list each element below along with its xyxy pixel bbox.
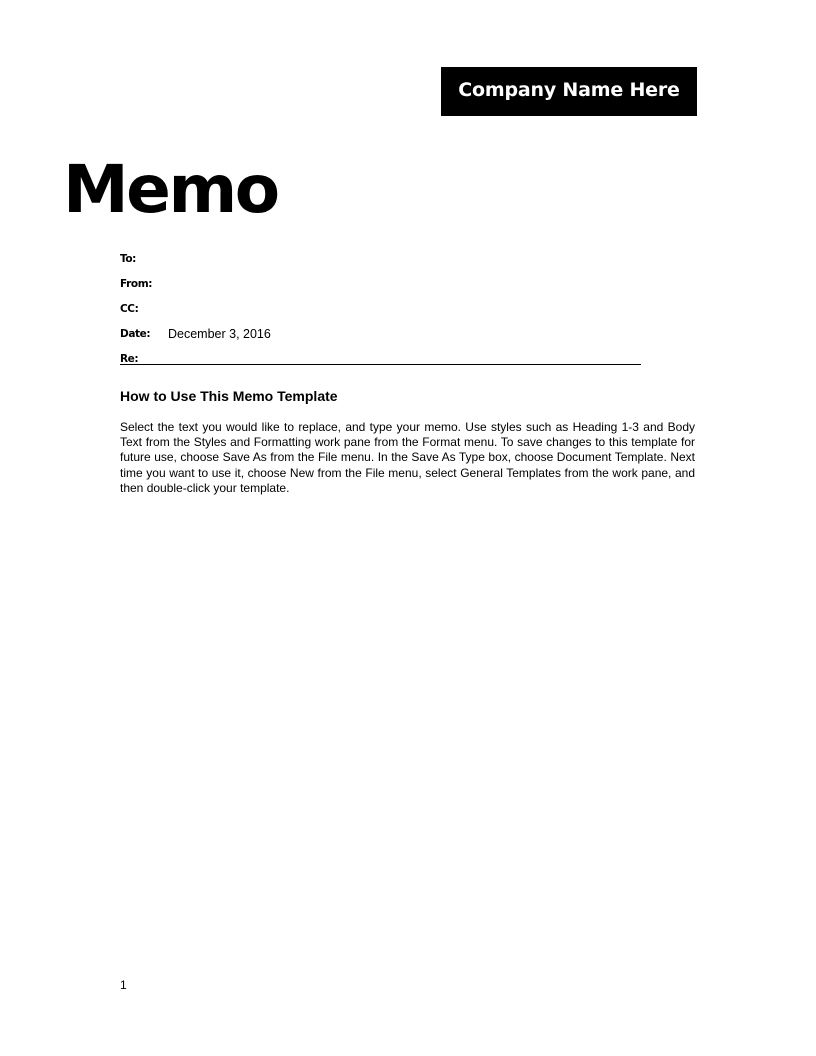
re-label: Re:: [120, 352, 139, 365]
to-row: [120, 246, 641, 271]
cc-row: [120, 296, 641, 321]
re-row: [120, 346, 641, 371]
cc-label: CC:: [120, 302, 139, 315]
date-label: Date:: [120, 327, 151, 340]
section-heading: How to Use This Memo Template: [120, 388, 338, 404]
memo-header-fields: [120, 246, 641, 371]
to-label: To:: [120, 252, 136, 265]
from-label: From:: [120, 277, 153, 290]
date-row: [120, 321, 641, 346]
header-divider: [120, 364, 641, 365]
page-number: 1: [120, 978, 127, 992]
date-value: December 3, 2016: [168, 326, 271, 341]
body-paragraph: Select the text you would like to replace, and type your memo. Use styles such as Heading 1-3 and Body Text from the Styles and Formatting work pane from the Format menu. To save changes to this template for future use, choose Save As from the File menu. In the Save As Type box, choose Document Template. Next time you want to use it, choose New from the File menu, select General Templates from the work pane, and then double-click your template.: [120, 420, 695, 495]
company-name-box: [441, 67, 697, 116]
company-name: Company Name Here: [458, 79, 680, 101]
memo-title: Memo: [63, 151, 278, 228]
from-row: [120, 271, 641, 296]
